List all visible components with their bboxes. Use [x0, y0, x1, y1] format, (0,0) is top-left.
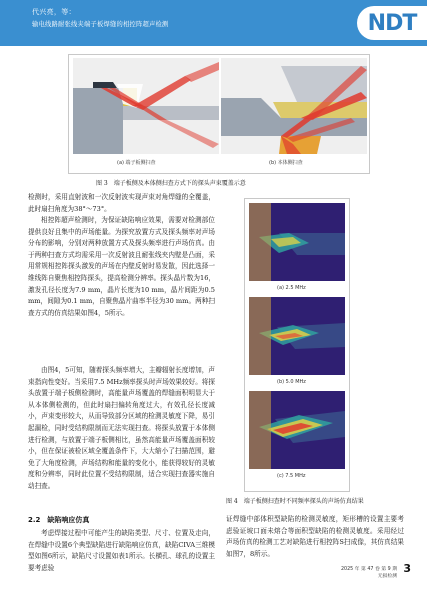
figure-3: [68, 54, 370, 174]
figure-4b-sound-field-5-0mhz: [249, 297, 345, 375]
figure-3a-caption: (a) 端子板侧扫查: [117, 160, 156, 166]
paragraph-3: 由图4，5可知，随着探头频率增大，主瓣辐射长度增加，声束指向性变好。当采用7.5 MHz频率探头时声场效果较好。将探头放置于端子板侧检测时，高能量声场覆盖的焊缝面积明显大于从本体侧检测的，但此时扇扫偏转角度过大，有效孔径长度减小，声束变形较大，从而导致部分区域的检测灵敏度下降，易引起漏检，同时受结构限制而无法实现扫查。将探头放置于本体侧进行检测，与放置于端子板侧相比，虽然高能量声场覆盖面积较小，但在保证被检区域全覆盖条件下，大大缩小了扫描范围，避免了大角度检测，声场结构和能量的变化小，能获得较好的灵敏度和分辨率，同时此位置不受结构限制，适合实现扫查器实施自动扫查。: [28, 366, 215, 490]
journal-name: 无损检测: [377, 574, 397, 579]
page-header: [0, 0, 427, 46]
paragraph-2: 相控阵超声检测时，为保证缺陷响应效果，需要对检测部位提供良好且集中的声场能量。为探究放置方式及探头频率对声场分布的影响，分别对两种放置方式及探头频率进行声场仿真。由于两种扫查方式均需采用一次反射波且耐张线夹内壁是凸面，采用常规相控阵探头激发的声场在内壁反射时易发散，因此选择一维线阵自聚焦相控阵探头，提高检测分辨率。探头晶片数为16，激发孔径长度为7.9 mm，晶片长度为10 mm，晶片间距为0.5 mm，间隙为0.1 mm，自聚焦晶片曲率半径为30 mm。两种扫查方式的仿真结果如图4，5所示。: [28, 216, 215, 317]
journal-volume: 2025 年 第 47 卷 第 9 期: [340, 567, 397, 572]
figure-3-caption: 图 3 端子板侧及本体侧扫查方式下的探头声束覆盖示意: [96, 180, 246, 187]
figure-4a-caption: (a) 2.5 MHz: [277, 285, 306, 291]
running-title: 输电线路耐张线夹端子板焊缝的相控阵超声检测: [32, 21, 169, 28]
paragraph-4: 考虑焊接过程中可能产生的缺陷类型、尺寸、位置及走向，在焊缝中设置6个典型缺陷进行缺陷响应仿真，缺陷CIVA三维模型如图6所示，缺陷尺寸设置如表1所示。长横孔、球孔的设置主要考虑验: [28, 529, 215, 572]
figure-4c-caption: (c) 7.5 MHz: [277, 473, 306, 479]
paragraph-1: 检测时，采用直射波和一次反射波实现声束对角焊缝的全覆盖，此时扇扫角度为38°～73°。: [28, 193, 215, 213]
figure-3b-beam-coverage-diagram: [221, 58, 367, 154]
journal-info: [341, 566, 397, 580]
figure-4-caption: 图 4 端子板侧扫查时不同频率探头的声场仿真结果: [226, 498, 364, 505]
figure-4b-caption: (b) 5.0 MHz: [277, 379, 306, 385]
running-authors: 代兴亮，等：: [32, 8, 76, 16]
figure-4c-sound-field-7-5mhz: [249, 391, 345, 469]
ndt-logo-text: NDT: [367, 10, 417, 36]
page-number: 3: [403, 562, 411, 575]
figure-4a-sound-field-2-5mhz: [249, 203, 345, 281]
figure-4: [244, 198, 350, 492]
figure-3b-caption: (b) 本体侧扫查: [269, 160, 303, 166]
paragraph-5: 证焊缝中部体积型缺陷的检测灵敏度，矩形槽的设置主要考虑验证坡口面未熔合等面积型缺陷的检测灵敏度。采用经过声场仿真的检测工艺对缺陷进行相控阵S扫成像，其仿真结果如图7，8所示。: [226, 515, 404, 558]
section-heading-2-2: 2.2 缺陷响应仿真: [28, 516, 90, 524]
ndt-logo: [357, 6, 427, 40]
figure-3a-beam-coverage-diagram: [73, 58, 219, 154]
